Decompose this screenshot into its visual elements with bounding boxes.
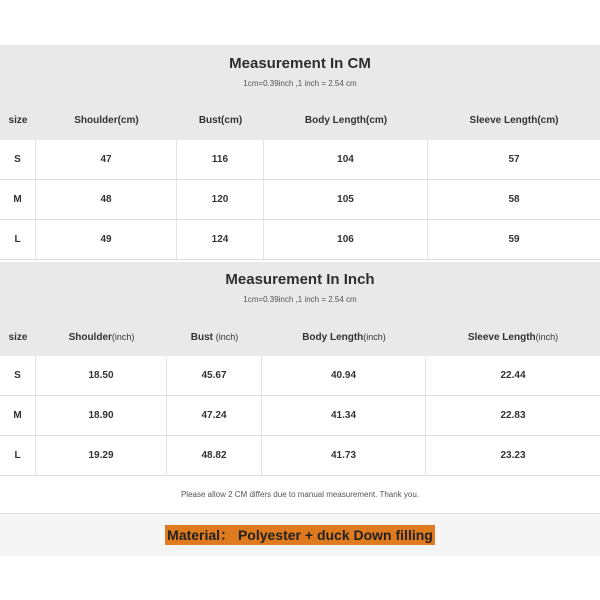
cm-value-cell: 106 [264,220,428,259]
inch-header-shoulder: Shoulder(inch) [68,332,135,343]
cm-value-cell: 47 [36,140,177,179]
material-label: Material： Polyester + duck Down filling [167,527,433,543]
inch-value-cell: 18.50 [36,356,167,395]
inch-value-cell: 40.94 [262,356,426,395]
cm-value-cell: 104 [264,140,428,179]
inch-value-cell: 19.29 [36,436,167,475]
cm-table-row [0,220,600,260]
cm-value-cell: 48 [36,180,177,219]
cm-value-cell: 120 [177,180,264,219]
cm-header-body-length: Body Length(cm) [304,115,388,126]
cm-table-row [0,180,600,220]
inch-header-row [0,316,600,358]
cm-table-title: Measurement In CM [229,55,371,72]
cm-header-bust: Bust(cm) [198,115,243,126]
inch-title-band [0,262,600,318]
inch-header-sleeve-length: Sleeve Length(inch) [467,332,559,343]
cm-header-row [0,100,600,142]
cm-size-cell: L [0,220,36,259]
inch-value-cell: 41.34 [262,396,426,435]
cm-table-conversion: 1cm=0.39inch ,1 inch = 2.54 cm [243,79,357,88]
cm-value-cell: 105 [264,180,428,219]
inch-header-size: size [8,332,28,343]
inch-table-conversion: 1cm=0.39inch ,1 inch = 2.54 cm [243,295,357,304]
inch-value-cell: 22.44 [500,370,526,381]
inch-value-cell: 47.24 [167,396,262,435]
cm-value-cell: 124 [177,220,264,259]
measurement-note: Please allow 2 CM differs due to manual measurement. Thank you. [0,476,600,514]
cm-value-cell: 59 [508,234,520,245]
inch-value-cell: 22.83 [500,410,526,421]
cm-header-shoulder: Shoulder(cm) [74,115,139,126]
inch-size-cell: L [0,436,36,475]
inch-header-bust: Bust (inch) [190,332,239,343]
inch-value-cell: 23.23 [500,450,526,461]
cm-value-cell: 116 [177,140,264,179]
cm-title-band [0,46,600,102]
inch-table-row [0,356,600,396]
cm-value-cell: 49 [36,220,177,259]
cm-size-cell: S [0,140,36,179]
material-band [0,514,600,556]
inch-value-cell: 18.90 [36,396,167,435]
inch-table-row [0,396,600,436]
inch-value-cell: 45.67 [167,356,262,395]
cm-value-cell: 58 [508,194,520,205]
inch-value-cell: 41.73 [262,436,426,475]
cm-header-sleeve-length: Sleeve Length(cm) [469,115,559,126]
inch-table-row [0,436,600,476]
inch-value-cell: 48.82 [167,436,262,475]
cm-header-size: size [8,115,28,126]
cm-value-cell: 57 [508,154,520,165]
inch-table-title: Measurement In Inch [225,271,375,288]
inch-size-cell: S [0,356,36,395]
cm-size-cell: M [0,180,36,219]
cm-table-row [0,140,600,180]
inch-size-cell: M [0,396,36,435]
inch-header-body-length: Body Length(inch) [302,332,386,343]
